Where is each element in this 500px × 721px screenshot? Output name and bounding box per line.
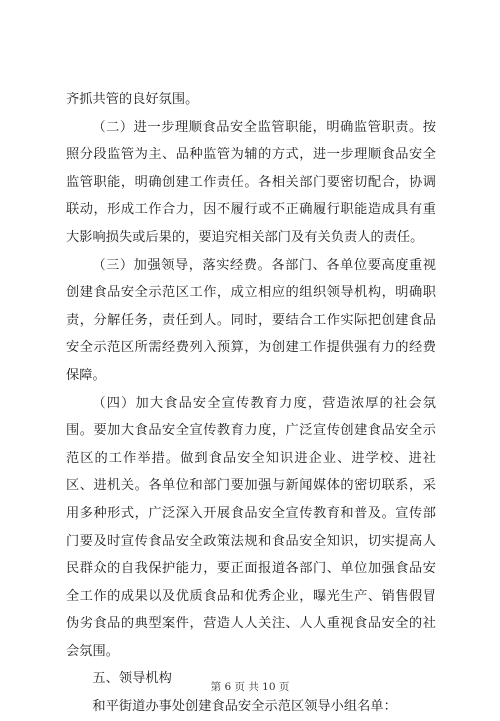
paragraph-section-3: （三）加强领导，落实经费。各部门、各单位要高度重视创建食品安全示范区工作，成立相应的组织领导机构，明确职责，分解任务，责任到人。同时，要结合工作实际把创建食品安全示范区所需经费列入预算，为创建工作提供强有力的经费保障。 <box>66 257 436 383</box>
paragraph-group-list-intro: 和平街道办事处创建食品安全示范区领导小组名单： <box>92 699 397 715</box>
page-number-footer: 第 6 页 共 10 页 <box>210 681 290 693</box>
document-body <box>66 86 436 721</box>
paragraph-section-4: （四）加大食品安全宣传教育力度，营造浓厚的社会氛围。要加大食品安全宣传教育力度，广泛宣传创建食品安全示范区的工作举措。做到食品安全知识进企业、进学校、进社区、进机关。各单位和部门要加强与新闻媒体的密切联系，采用多种形式，广泛深入开展食品安全宣传教育和普及。宣传部门要及时宣传食品安全政策法规和食品安全知识，切实提高人民群众的自我保护能力，要正面报道各部门、单位加强食品安全工作的成果以及优质食品和优秀企业，曝光生产、销售假冒伪劣食品的典型案件，营造人人关注、人人重视食品安全的社会氛围。 <box>66 395 436 659</box>
section-heading-leadership: 五、领导机构 <box>92 671 172 687</box>
paragraph-section-2: （二）进一步理顺食品安全监管职能，明确监管职责。按照分段监管为主、品种监管为辅的方式，进一步理顺食品安全监管职能，明确创建工作责任。各相关部门要密切配合，协调联动，形成工作合力，因不履行或不正确履行职能造成具有重大影响损失或后果的，要追究相关部门及有关负责人的责任。 <box>66 119 436 245</box>
paragraph-continuation: 齐抓共管的良好氛围。 <box>66 92 199 107</box>
